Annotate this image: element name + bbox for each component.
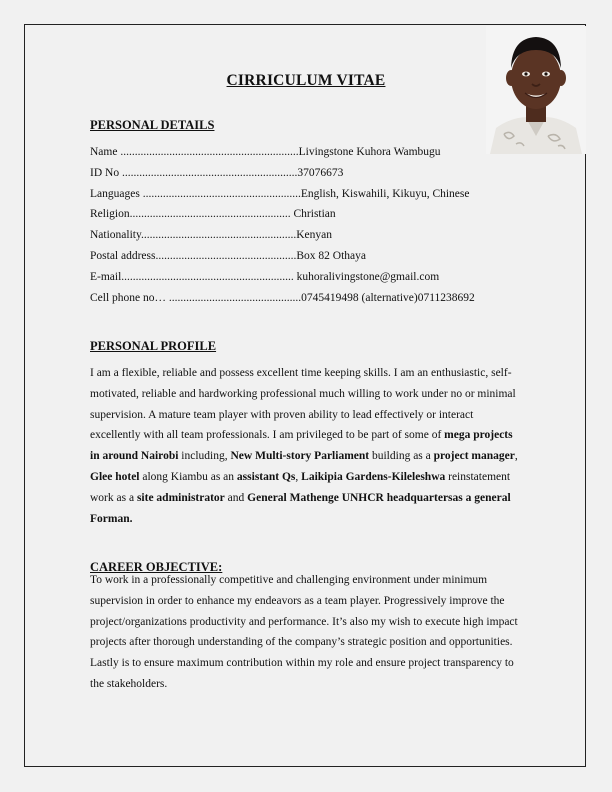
detail-label: Nationality......................................................: [90, 229, 297, 242]
detail-value: kuhoralivingstone@gmail.com: [296, 270, 440, 283]
profile-bold-segment: project manager: [433, 450, 515, 463]
detail-row-name: [90, 145, 530, 166]
personal-details-list: [90, 145, 530, 311]
detail-value: Kenyan: [296, 229, 333, 242]
detail-label: Languages .......................................................: [90, 187, 301, 200]
detail-label: Postal address.................................................: [90, 249, 297, 262]
profile-bold-segment: Laikipia Gardens-Kileleshwa: [301, 470, 446, 483]
detail-label: Religion........................................................: [90, 208, 294, 221]
profile-photo: [486, 26, 586, 154]
profile-bold-segment: site administrator: [136, 491, 225, 504]
profile-text-segment: I am a flexible, reliable and possess excellent time keeping skills. I am an enthusiastic, self-motivated, reliable and hardworking professional much willing to work under no or minimal supervision. A mature team player with proven ability to lead effectively or interact excellently with all team professionals. I am privileged to be part of some of: [90, 367, 516, 442]
detail-value: 37076673: [297, 166, 344, 179]
detail-row-id-no: [90, 166, 530, 187]
profile-text-segment: along Kiambu as an: [139, 470, 237, 483]
detail-value: 0745419498 (alternative)0711238692: [301, 291, 475, 304]
profile-bold-segment: mega projects in around Nairobi: [90, 429, 513, 463]
career-objective-text: To work in a professionally competitive and challenging environment under minimum supervision in order to enhance my endeavors as a team player. Progressively improve the project/organizations productivity and performance. It’s also my wish to execute high impact projects after thorough understanding of the company’s strategic position and opportunities. Lastly is to ensure maximum contribution within my role and ensure project transparency to the stakeholders.: [90, 574, 518, 690]
personal-details-heading: PERSONAL DETAILS: [90, 118, 215, 132]
detail-row-cell-phone: [90, 291, 530, 312]
profile-text-segment: ,: [514, 450, 518, 463]
profile-bold-segment: assistant Qs: [236, 470, 296, 483]
document-title: CIRRICULUM VITAE: [226, 72, 386, 89]
detail-label: Name ..............................................................: [90, 146, 299, 158]
profile-text-segment: building as a: [369, 450, 434, 463]
profile-bold-segment: New Multi-story Parliament: [230, 450, 370, 463]
profile-bold-segment: General Mathenge UNHCR headquartersas a general Forman.: [90, 491, 511, 525]
detail-row-languages: [90, 187, 530, 208]
detail-row-religion: [90, 207, 530, 228]
career-objective-heading: CAREER OBJECTIVE:: [90, 560, 223, 574]
detail-row-nationality: [90, 228, 530, 249]
detail-label: Cell phone no… ..............................................: [90, 291, 302, 304]
detail-label: E-mail............................................................: [90, 270, 297, 283]
profile-text-segment: ,: [295, 470, 302, 483]
detail-row-email: [90, 270, 530, 291]
personal-profile-text: [90, 363, 522, 529]
detail-label: ID No .............................................................: [90, 166, 298, 179]
profile-text-segment: reinstatement work as a: [90, 470, 511, 504]
personal-profile-heading: PERSONAL PROFILE: [90, 339, 217, 353]
detail-value: Christian: [293, 208, 336, 221]
profile-bold-segment: Glee hotel: [90, 470, 140, 483]
portrait-image: [486, 26, 586, 154]
profile-text-segment: and: [224, 491, 248, 504]
detail-value: Box 82 Othaya: [296, 249, 366, 262]
profile-text-segment: including,: [178, 450, 231, 463]
detail-row-postal-address: [90, 249, 530, 270]
detail-value: English, Kiswahili, Kikuyu, Chinese: [300, 187, 470, 200]
detail-value: Livingstone Kuhora Wambugu: [298, 146, 441, 158]
